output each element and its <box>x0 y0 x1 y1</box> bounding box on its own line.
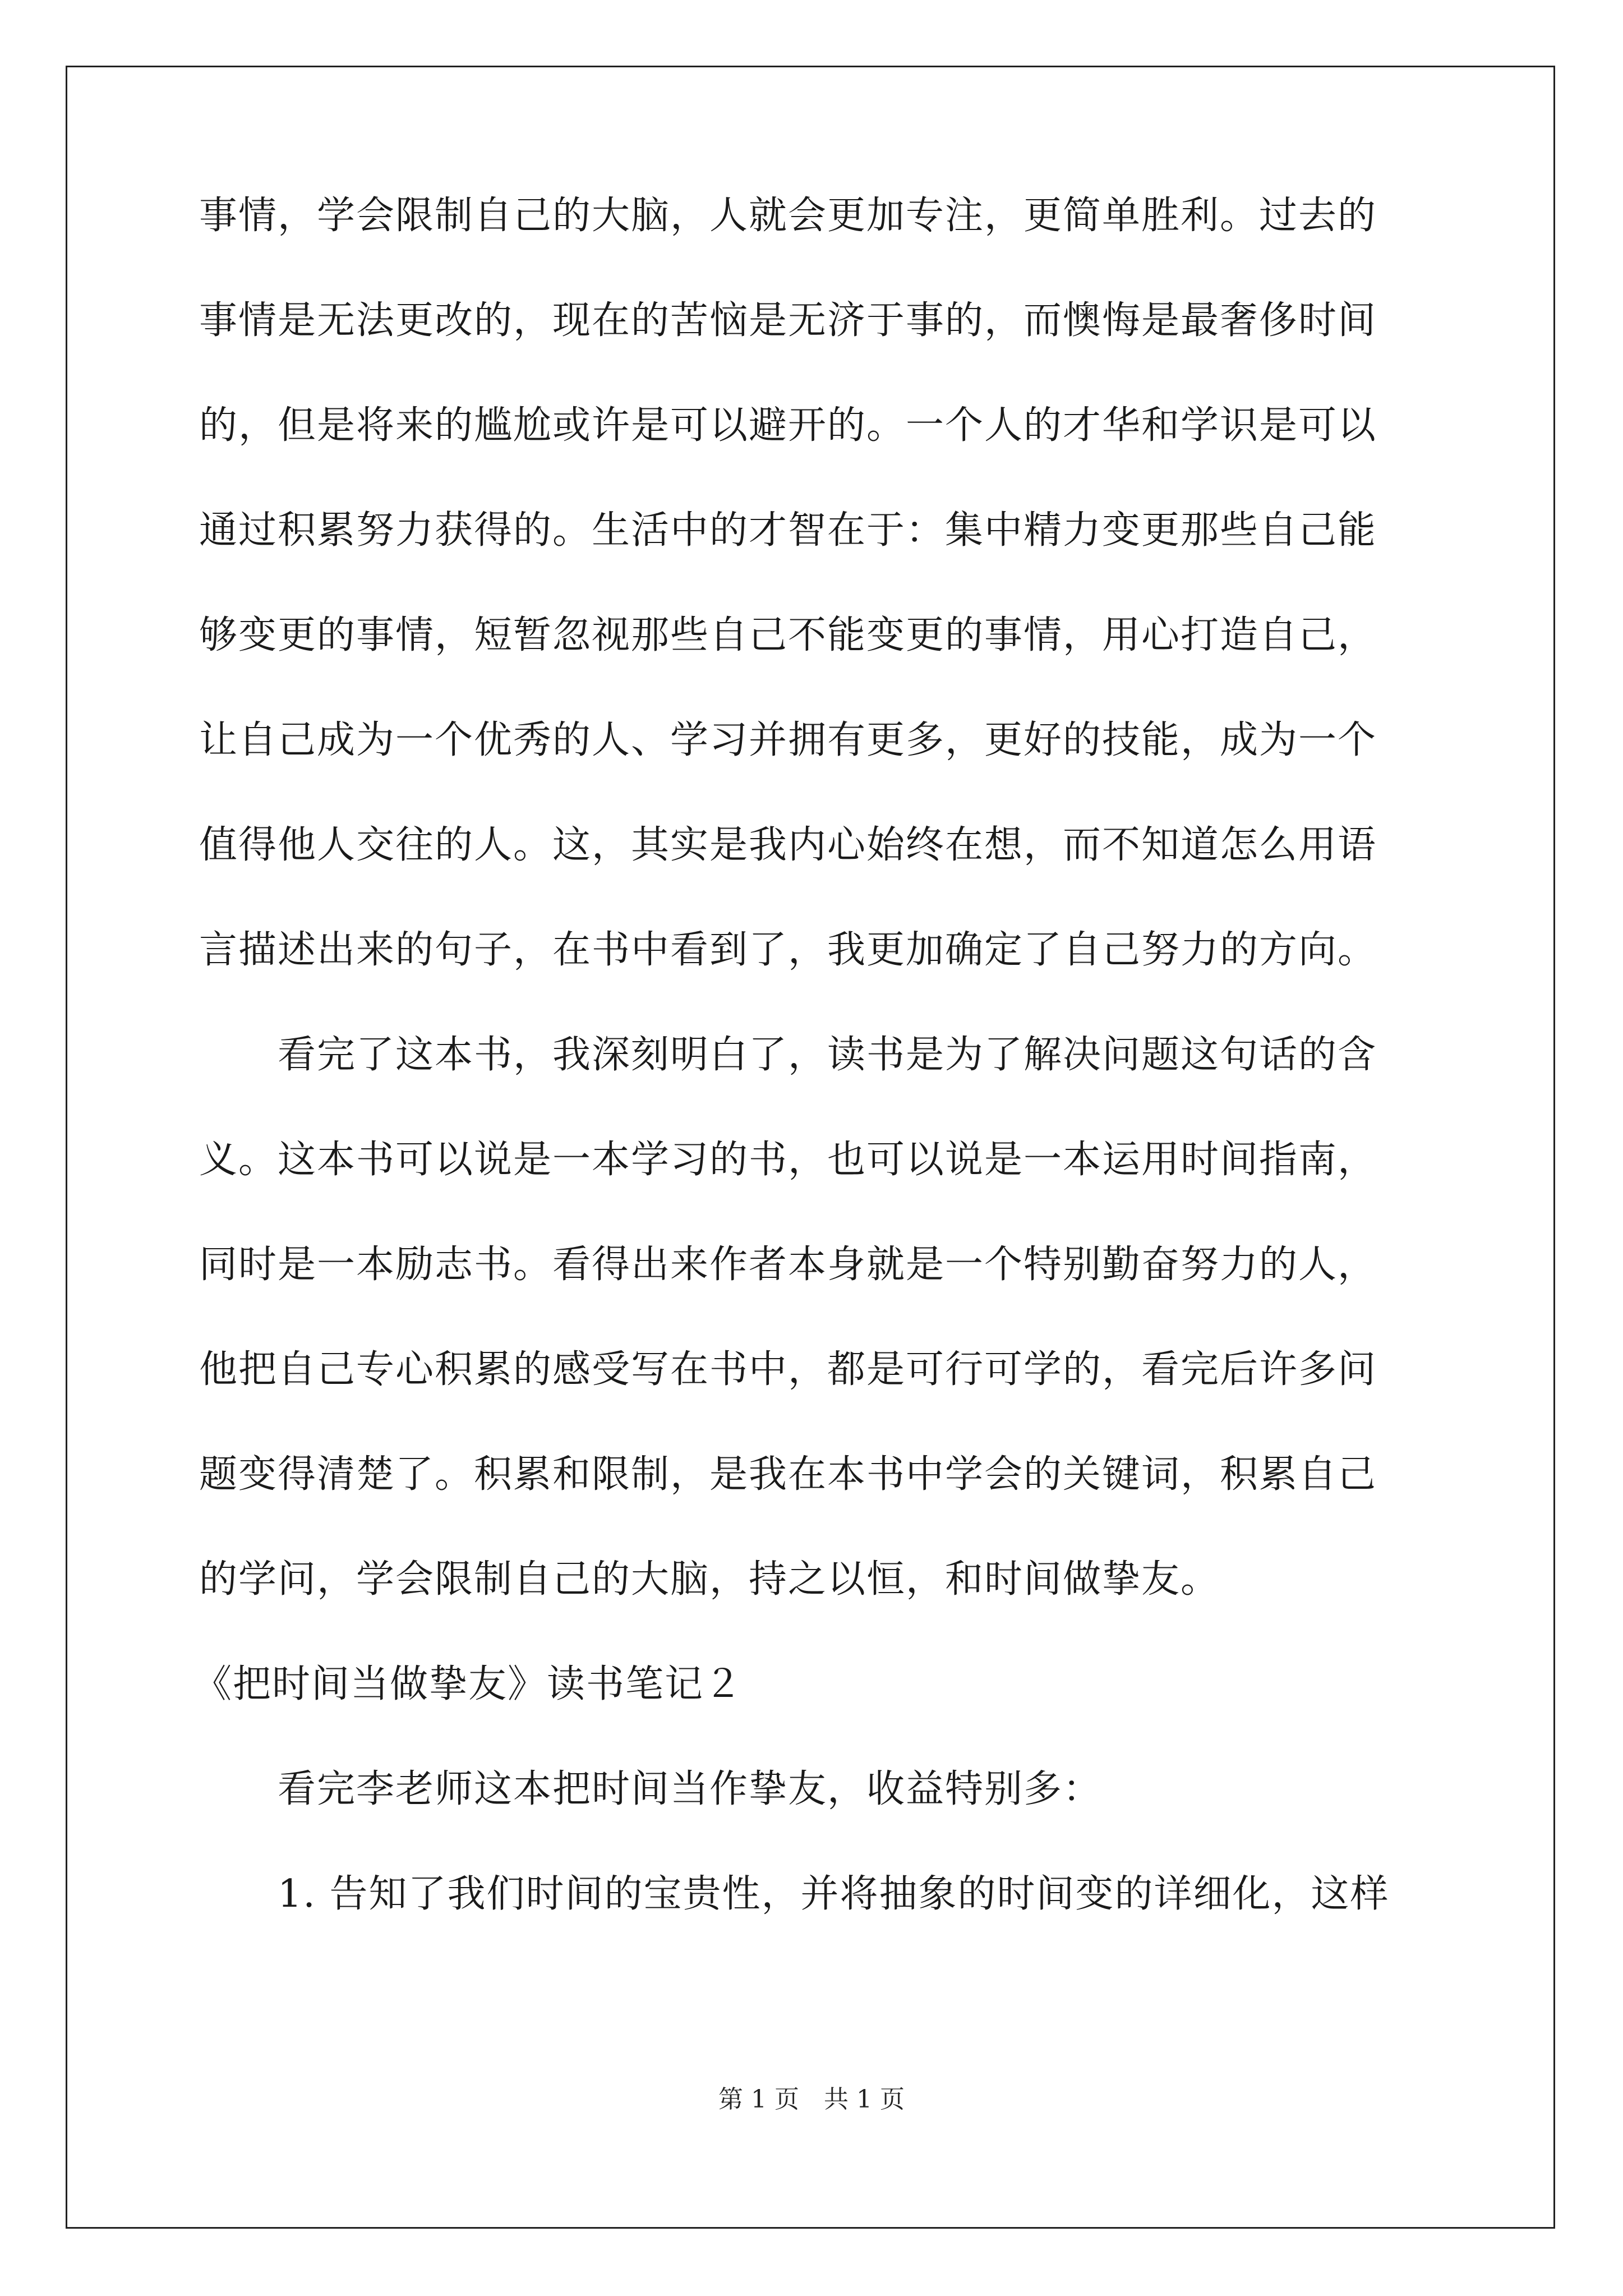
text-line: 让自己成为一个优秀的人、学习并拥有更多，更好的技能，成为一个 <box>199 718 1377 762</box>
page-footer: 第 1 页 共 1 页 <box>718 2085 905 2114</box>
section-heading: 《把时间当做挚友》读书笔记２ <box>193 1662 744 1706</box>
text-line: 事情是无法更改的，现在的苦恼是无济于事的，而懊悔是最奢侈时间 <box>199 298 1377 343</box>
text-line: 的，但是将来的尴尬或许是可以避开的。一个人的才华和学识是可以 <box>199 403 1377 448</box>
text-line: 的学问，学会限制自己的大脑，持之以恒，和时间做挚友。 <box>199 1557 1220 1602</box>
text-line: 言描述出来的句子，在书中看到了，我更加确定了自己努力的方向。 <box>199 928 1377 972</box>
text-line: 通过积累努力获得的。生活中的才智在于：集中精力变更那些自己能 <box>199 508 1377 553</box>
paragraph-start-line: 看完了这本书，我深刻明白了，读书是为了解决问题这句话的含 <box>278 1033 1377 1077</box>
paragraph-start-line: 看完李老师这本把时间当作挚友，收益特别多： <box>278 1767 1103 1811</box>
text-line: 题变得清楚了。积累和限制，是我在本书中学会的关键词，积累自己 <box>199 1452 1377 1497</box>
text-line: 值得他人交往的人。这，其实是我内心始终在想，而不知道怎么用语 <box>199 823 1377 867</box>
text-line: 他把自己专心积累的感受写在书中，都是可行可学的，看完后许多问 <box>199 1347 1377 1392</box>
list-item-line: 1. 告知了我们时间的宝贵性，并将抽象的时间变的详细化，这样 <box>278 1872 1390 1916</box>
text-line: 事情，学会限制自己的大脑，人就会更加专注，更简单胜利。过去的 <box>199 194 1377 238</box>
text-line: 义。这本书可以说是一本学习的书，也可以说是一本运用时间指南， <box>199 1138 1377 1182</box>
text-line: 同时是一本励志书。看得出来作者本身就是一个特别勤奋努力的人， <box>199 1243 1377 1287</box>
text-line: 够变更的事情，短暂忽视那些自己不能变更的事情，用心打造自己， <box>199 613 1377 657</box>
